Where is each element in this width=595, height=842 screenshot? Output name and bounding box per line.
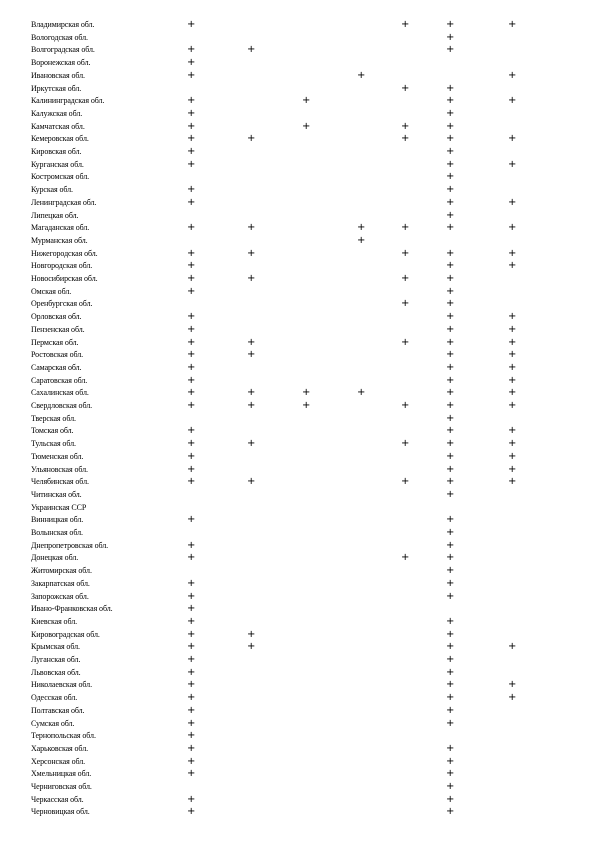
region-name: Ульяновская обл. — [31, 464, 88, 474]
region-name: Курская обл. — [31, 185, 73, 195]
plus-mark: + — [508, 158, 517, 170]
plus-mark: + — [247, 387, 256, 399]
table-row — [0, 325, 595, 337]
plus-mark: + — [508, 311, 517, 323]
plus-mark: + — [247, 641, 256, 653]
region-name: Самарская обл. — [31, 362, 82, 372]
plus-mark: + — [401, 476, 410, 488]
plus-mark: + — [187, 730, 196, 742]
table-row — [0, 134, 595, 146]
region-name: Хмельницкая обл. — [31, 769, 92, 779]
plus-mark: + — [446, 552, 455, 564]
plus-mark: + — [446, 527, 455, 538]
plus-mark: + — [446, 44, 455, 56]
plus-mark: + — [187, 120, 196, 132]
table-row — [0, 541, 595, 553]
plus-mark: + — [508, 425, 517, 437]
region-name: Орловская обл. — [31, 312, 82, 322]
plus-mark: + — [302, 387, 311, 399]
plus-mark: + — [187, 400, 196, 411]
region-name: Иркутская обл. — [31, 83, 82, 93]
table-row — [0, 579, 595, 591]
plus-mark: + — [187, 361, 196, 373]
table-row — [0, 668, 595, 680]
plus-mark: + — [401, 400, 410, 411]
region-name: Томская обл. — [31, 426, 74, 436]
region-name: Полтавская обл. — [31, 705, 85, 715]
plus-mark: + — [508, 19, 517, 30]
table-row — [0, 655, 595, 667]
plus-mark: + — [446, 755, 455, 767]
region-name: Николаевская обл. — [31, 680, 92, 690]
plus-mark: + — [247, 133, 256, 145]
plus-mark: + — [508, 69, 517, 81]
region-name: Свердловская обл. — [31, 401, 93, 410]
region-name: Херсонская обл. — [31, 756, 86, 766]
table-row — [0, 528, 595, 540]
plus-mark: + — [187, 704, 196, 716]
region-name: Кемеровская обл. — [31, 134, 89, 144]
plus-mark: + — [446, 387, 455, 399]
region-name: Луганская обл. — [31, 655, 81, 664]
plus-mark: + — [446, 438, 455, 450]
table-row — [0, 693, 595, 705]
table-row — [0, 426, 595, 438]
plus-mark: + — [187, 615, 196, 627]
table-row — [0, 84, 595, 96]
plus-mark: + — [247, 349, 256, 361]
table-row — [0, 33, 595, 45]
plus-mark: + — [187, 717, 196, 729]
plus-mark: + — [446, 654, 455, 665]
table-row — [0, 388, 595, 400]
plus-mark: + — [508, 323, 517, 335]
plus-mark: + — [401, 336, 410, 348]
region-name: Нижегородская обл. — [31, 248, 98, 258]
plus-mark: + — [401, 120, 410, 132]
table-row — [0, 490, 595, 502]
region-name: Читинская обл. — [31, 489, 82, 499]
plus-mark: + — [508, 196, 517, 208]
table-row — [0, 465, 595, 477]
plus-mark: + — [401, 133, 410, 145]
table-row — [0, 617, 595, 629]
plus-mark: + — [357, 222, 366, 234]
plus-mark: + — [446, 260, 455, 272]
plus-mark: + — [446, 412, 455, 424]
plus-mark: + — [446, 146, 455, 157]
plus-mark: + — [187, 641, 196, 653]
region-name: Житомирская обл. — [31, 566, 92, 576]
plus-mark: + — [187, 349, 196, 361]
plus-mark: + — [401, 82, 410, 94]
plus-mark: + — [446, 120, 455, 132]
plus-mark: + — [508, 222, 517, 234]
plus-mark: + — [187, 57, 196, 69]
plus-mark: + — [401, 273, 410, 284]
plus-mark: + — [446, 361, 455, 373]
plus-mark: + — [446, 806, 455, 818]
table-row — [0, 350, 595, 362]
table-row — [0, 122, 595, 134]
table-row — [0, 604, 595, 616]
region-name: Винницкая обл. — [31, 515, 84, 525]
plus-mark: + — [187, 742, 196, 754]
plus-mark: + — [187, 44, 196, 56]
table-row — [0, 452, 595, 464]
region-name: Кировская обл. — [31, 147, 82, 156]
plus-mark: + — [446, 273, 455, 284]
plus-mark: + — [508, 349, 517, 361]
region-name: Калужская обл. — [31, 108, 83, 118]
table-row — [0, 642, 595, 654]
table-row — [0, 363, 595, 375]
plus-mark: + — [508, 400, 517, 411]
plus-mark: + — [446, 463, 455, 475]
table-row — [0, 185, 595, 197]
plus-mark: + — [508, 476, 517, 488]
region-name: Пермская обл. — [31, 337, 79, 347]
table-row — [0, 477, 595, 489]
plus-mark: + — [357, 387, 366, 399]
plus-mark: + — [446, 95, 455, 107]
plus-mark: + — [357, 69, 366, 81]
region-name: Одесская обл. — [31, 693, 78, 703]
region-name: Черниговская обл. — [31, 782, 92, 791]
table-row — [0, 223, 595, 235]
table-row — [0, 58, 595, 70]
plus-mark: + — [446, 704, 455, 716]
plus-mark: + — [247, 273, 256, 284]
region-name: Украинская ССР — [31, 502, 87, 512]
plus-mark: + — [401, 438, 410, 450]
region-name: Черновицкая обл. — [31, 807, 90, 817]
region-name: Саратовская обл. — [31, 375, 88, 385]
plus-mark: + — [446, 82, 455, 94]
plus-mark: + — [446, 31, 455, 43]
plus-mark: + — [446, 247, 455, 259]
plus-mark: + — [508, 438, 517, 450]
region-name: Вологодская обл. — [31, 32, 88, 42]
table-row — [0, 96, 595, 108]
plus-mark: + — [187, 552, 196, 564]
plus-mark: + — [446, 565, 455, 577]
region-name: Тюменская обл. — [31, 451, 84, 461]
plus-mark: + — [187, 476, 196, 488]
table-row — [0, 312, 595, 324]
plus-mark: + — [446, 311, 455, 323]
table-row — [0, 706, 595, 718]
region-name: Магаданская обл. — [31, 223, 90, 233]
plus-mark: + — [187, 793, 196, 805]
plus-mark: + — [187, 679, 196, 691]
plus-mark: + — [247, 628, 256, 640]
plus-mark: + — [508, 247, 517, 259]
plus-mark: + — [446, 476, 455, 488]
plus-mark: + — [446, 641, 455, 653]
region-name: Ленинградская обл. — [31, 197, 97, 207]
table-row — [0, 731, 595, 743]
plus-mark: + — [247, 44, 256, 56]
table-row — [0, 630, 595, 642]
region-name: Киевская обл. — [31, 616, 78, 626]
plus-mark: + — [187, 755, 196, 767]
plus-mark: + — [187, 425, 196, 437]
table-row — [0, 769, 595, 781]
plus-mark: + — [446, 692, 455, 704]
table-row — [0, 515, 595, 527]
plus-mark: + — [187, 107, 196, 119]
table-row — [0, 211, 595, 223]
plus-mark: + — [247, 400, 256, 411]
plus-mark: + — [508, 336, 517, 348]
plus-mark: + — [357, 234, 366, 246]
plus-mark: + — [187, 666, 196, 678]
region-name: Ивановская обл. — [31, 70, 85, 80]
plus-mark: + — [446, 781, 455, 792]
plus-mark: + — [446, 717, 455, 729]
table-row — [0, 807, 595, 819]
plus-mark: + — [446, 19, 455, 30]
plus-mark: + — [187, 158, 196, 170]
plus-mark: + — [446, 425, 455, 437]
table-row — [0, 376, 595, 388]
table-row — [0, 592, 595, 604]
plus-mark: + — [446, 793, 455, 805]
plus-mark: + — [446, 196, 455, 208]
plus-mark: + — [187, 196, 196, 208]
plus-mark: + — [508, 450, 517, 462]
plus-mark: + — [446, 577, 455, 589]
plus-mark: + — [187, 311, 196, 323]
plus-mark: + — [187, 628, 196, 640]
plus-mark: + — [446, 133, 455, 145]
plus-mark: + — [508, 260, 517, 272]
plus-mark: + — [187, 133, 196, 145]
region-name: Волгоградская обл. — [31, 45, 95, 55]
plus-mark: + — [187, 222, 196, 234]
plus-mark: + — [446, 374, 455, 386]
plus-mark: + — [187, 19, 196, 30]
plus-mark: + — [446, 285, 455, 297]
table-row — [0, 719, 595, 731]
plus-mark: + — [187, 273, 196, 284]
plus-mark: + — [508, 692, 517, 704]
table-row — [0, 45, 595, 57]
plus-mark: + — [446, 209, 455, 221]
plus-mark: + — [446, 171, 455, 183]
plus-mark: + — [187, 285, 196, 297]
region-name: Черкасская обл. — [31, 794, 84, 804]
table-row — [0, 249, 595, 261]
region-name: Сумская обл. — [31, 718, 75, 728]
region-name: Камчатская обл. — [31, 121, 85, 131]
plus-mark: + — [446, 336, 455, 348]
plus-mark: + — [446, 298, 455, 310]
plus-mark: + — [247, 476, 256, 488]
table-row — [0, 744, 595, 756]
plus-mark: + — [187, 463, 196, 475]
table-row — [0, 147, 595, 159]
plus-mark: + — [187, 806, 196, 818]
plus-mark: + — [187, 590, 196, 602]
plus-mark: + — [247, 336, 256, 348]
plus-mark: + — [446, 514, 455, 526]
plus-mark: + — [446, 400, 455, 411]
plus-mark: + — [187, 374, 196, 386]
plus-mark: + — [446, 679, 455, 691]
plus-mark: + — [401, 247, 410, 259]
region-name: Липецкая обл. — [31, 210, 79, 220]
region-name: Закарпатская обл. — [31, 578, 90, 588]
plus-mark: + — [401, 222, 410, 234]
plus-mark: + — [508, 95, 517, 107]
plus-mark: + — [187, 260, 196, 272]
plus-mark: + — [446, 158, 455, 170]
table-row — [0, 401, 595, 413]
table-row — [0, 172, 595, 184]
region-name: Омская обл. — [31, 286, 72, 296]
plus-mark: + — [247, 438, 256, 450]
plus-mark: + — [187, 69, 196, 81]
region-name: Костромская обл. — [31, 172, 90, 182]
region-name: Челябинская обл. — [31, 477, 89, 487]
plus-mark: + — [187, 692, 196, 704]
plus-mark: + — [446, 107, 455, 119]
table-row — [0, 338, 595, 350]
region-name: Калининградская обл. — [31, 96, 105, 106]
table-row — [0, 503, 595, 515]
plus-mark: + — [446, 628, 455, 640]
plus-mark: + — [187, 336, 196, 348]
region-name: Новгородская обл. — [31, 261, 93, 271]
plus-mark: + — [508, 463, 517, 475]
region-name: Львовская обл. — [31, 667, 81, 677]
table-row — [0, 20, 595, 32]
table-row — [0, 261, 595, 273]
region-name: Волынская обл. — [31, 528, 83, 537]
region-name: Крымская обл. — [31, 642, 80, 652]
region-name: Новосибирская обл. — [31, 274, 98, 283]
plus-mark: + — [187, 146, 196, 157]
plus-mark: + — [446, 450, 455, 462]
region-name: Мурманская обл. — [31, 235, 88, 245]
table-row — [0, 198, 595, 210]
region-name: Тернопольская обл. — [31, 731, 96, 741]
table-row — [0, 782, 595, 794]
region-name: Харьковская обл. — [31, 743, 88, 753]
table-row — [0, 236, 595, 248]
plus-mark: + — [446, 323, 455, 335]
region-name: Днепропетровская обл. — [31, 540, 109, 550]
plus-mark: + — [187, 184, 196, 196]
region-name: Кировоградская обл. — [31, 629, 100, 639]
table-row — [0, 287, 595, 299]
region-name: Донецкая обл. — [31, 553, 79, 563]
plus-mark: + — [187, 95, 196, 107]
plus-mark: + — [446, 666, 455, 678]
plus-mark: + — [187, 450, 196, 462]
plus-mark: + — [187, 539, 196, 551]
table-row — [0, 566, 595, 578]
region-name: Воронежская обл. — [31, 58, 91, 68]
plus-mark: + — [446, 539, 455, 551]
table-row — [0, 109, 595, 121]
plus-mark: + — [508, 374, 517, 386]
table-row — [0, 299, 595, 311]
plus-mark: + — [187, 387, 196, 399]
plus-mark: + — [187, 323, 196, 335]
plus-mark: + — [302, 400, 311, 411]
plus-mark: + — [247, 247, 256, 259]
table-row — [0, 680, 595, 692]
table-row — [0, 274, 595, 286]
plus-mark: + — [401, 19, 410, 30]
region-name: Пензенская обл. — [31, 324, 85, 334]
plus-mark: + — [187, 247, 196, 259]
plus-mark: + — [508, 387, 517, 399]
plus-mark: + — [508, 361, 517, 373]
plus-mark: + — [508, 133, 517, 145]
region-name: Запорожская обл. — [31, 591, 89, 601]
region-name: Ивано-Франковская обл. — [31, 604, 113, 614]
plus-mark: + — [401, 298, 410, 310]
plus-mark: + — [446, 615, 455, 627]
table-row — [0, 795, 595, 807]
plus-mark: + — [446, 349, 455, 361]
region-name: Курганская обл. — [31, 159, 84, 169]
plus-mark: + — [446, 742, 455, 754]
plus-mark: + — [187, 768, 196, 780]
table-row — [0, 439, 595, 451]
plus-mark: + — [187, 654, 196, 665]
plus-mark: + — [446, 488, 455, 500]
plus-mark: + — [247, 222, 256, 234]
table-row — [0, 553, 595, 565]
plus-mark: + — [446, 184, 455, 196]
plus-mark: + — [187, 603, 196, 615]
region-name: Тверская обл. — [31, 413, 76, 423]
region-name: Сахалинская обл. — [31, 388, 89, 398]
table-row — [0, 160, 595, 172]
plus-mark: + — [187, 438, 196, 450]
plus-mark: + — [187, 514, 196, 526]
plus-mark: + — [446, 590, 455, 602]
table-row — [0, 71, 595, 83]
table-row — [0, 414, 595, 426]
region-name: Ростовская обл. — [31, 350, 84, 360]
region-name: Владимирская обл. — [31, 20, 95, 29]
region-name: Оренбургская обл. — [31, 299, 93, 309]
plus-mark: + — [302, 120, 311, 132]
region-name: Тульская обл. — [31, 439, 76, 449]
plus-mark: + — [401, 552, 410, 564]
plus-mark: + — [302, 95, 311, 107]
plus-mark: + — [187, 577, 196, 589]
table-row — [0, 757, 595, 769]
plus-mark: + — [508, 641, 517, 653]
plus-mark: + — [446, 768, 455, 780]
plus-mark: + — [508, 679, 517, 691]
plus-mark: + — [446, 222, 455, 234]
